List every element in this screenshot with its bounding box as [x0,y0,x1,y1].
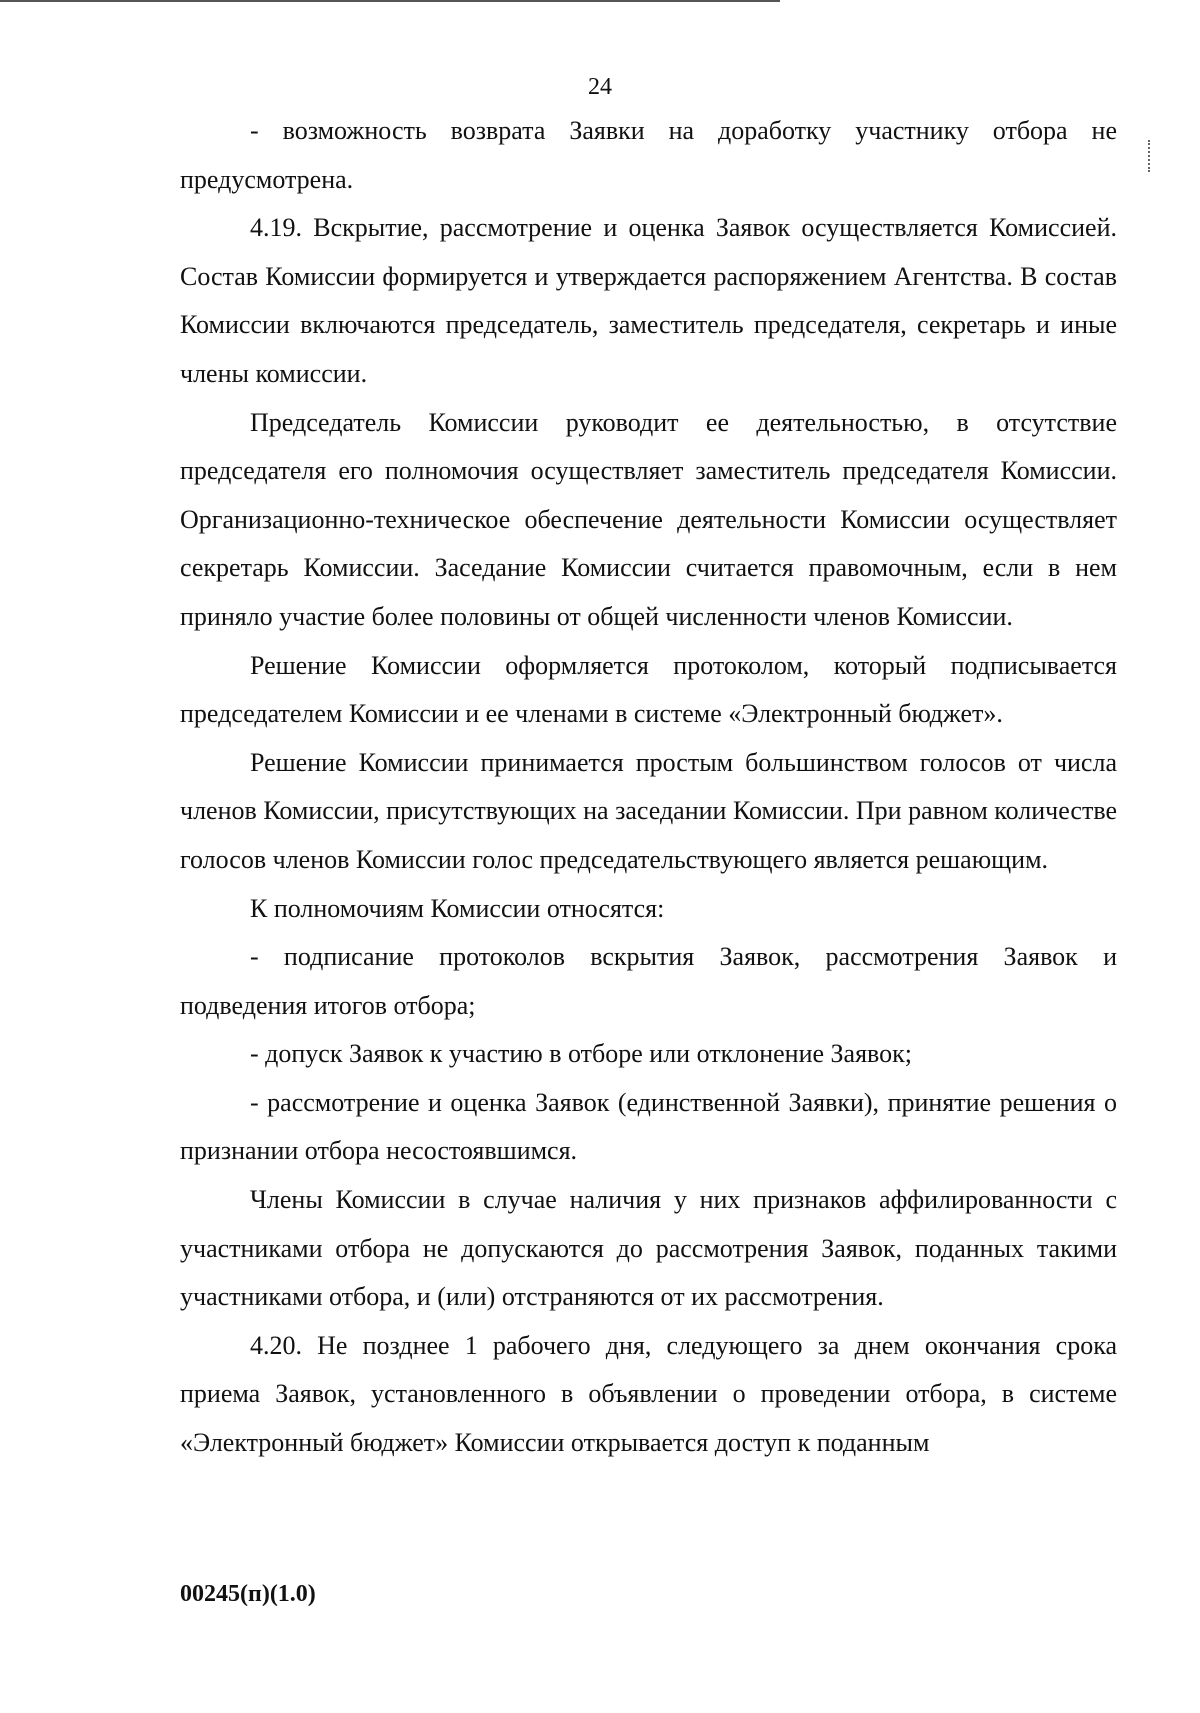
paragraph: 4.19. Вскрытие, рассмотрение и оценка Заявок осуществляется Комиссией. Состав Комиссии формируется и утверждается распоряжением Агентства. В состав Комиссии включаются председатель, заместитель председателя, секретарь и иные члены комиссии. [180,213,1117,388]
paragraph: К полномочиям Комиссии относятся: [250,893,665,923]
document-body [180,107,1117,1468]
paragraph: Решение Комиссии оформляется протоколом, который подписывается председателем Комиссии и ее членами в системе «Электронный бюджет». [180,650,1117,729]
paragraph: - возможность возврата Заявки на доработку участнику отбора не предусмотрена. [180,116,1117,194]
paragraph: Члены Комиссии в случае наличия у них признаков аффилированности с участниками отбора не допускаются до рассмотрения Заявок, поданных такими участниками отбора, и (или) отстраняются от их рассмотрения. [180,1185,1117,1312]
paragraph: Председатель Комиссии руководит ее деятельностью, в отсутствие председателя его полномочия осуществляет заместитель председателя Комиссии. Организационно-техническое обеспечение деятельности Комиссии осуществляет секретарь Комиссии. Заседание Комиссии считается правомочным, если в нем приняло участие более половины от общей численности членов Комиссии. [180,407,1117,631]
paragraph: 4.20. Не позднее 1 рабочего дня, следующего за днем окончания срока приема Заявок, установленного в объявлении о проведении отбора, в системе «Электронный бюджет» Комиссии открывается доступ к поданным [180,1330,1117,1458]
margin-mark [1148,140,1150,172]
paragraph: - подписание протоколов вскрытия Заявок, рассмотрения Заявок и подведения итогов отбора; [180,942,1117,1020]
scan-edge-line [0,0,780,2]
page-number: 24 [588,74,612,100]
document-code: 00245(п)(1.0) [180,1581,316,1607]
paragraph: - рассмотрение и оценка Заявок (единственной Заявки), принятие решения о признании отбора несостоявшимся. [180,1087,1117,1166]
paragraph: - допуск Заявок к участию в отборе или отклонение Заявок; [250,1039,913,1069]
paragraph: Решение Комиссии принимается простым большинством голосов от числа членов Комиссии, присутствующих на заседании Комиссии. При равном количестве голосов членов Комиссии голос председательствующего является решающим. [180,747,1117,874]
